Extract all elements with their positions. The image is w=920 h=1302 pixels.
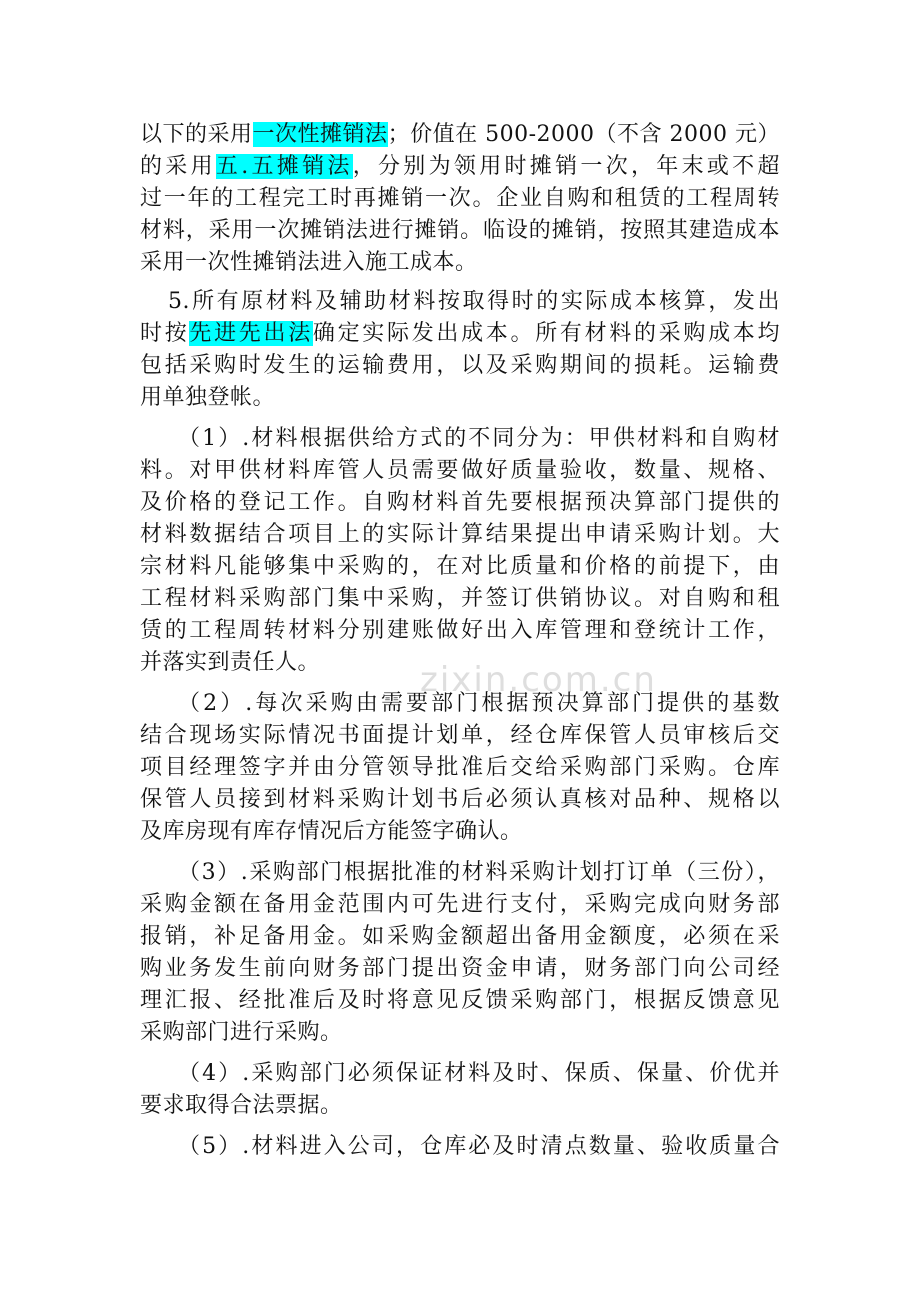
line-text: 过一年的工程完工时再摊销一次。企业自购和租赁的工程周转 (140, 186, 780, 211)
watermark: zixin.com.cn (420, 660, 657, 700)
line-19 (140, 750, 780, 786)
line-26 (140, 983, 780, 1019)
line-8 (140, 380, 780, 416)
line-text: （2）.每次采购由需要部门根据预决算部门提供的基数 (178, 691, 780, 716)
line-text: ，分别为领用时摊销一次，年末或不超 (352, 154, 780, 179)
line-text: 材料，采用一次摊销法进行摊销。临设的摊销，按照其建造成本 (140, 218, 780, 243)
line-text: 5.所有原材料及辅助材料按取得时的实际成本核算，发出 (168, 289, 780, 314)
line-2 (140, 181, 780, 217)
line-1 (140, 149, 780, 185)
line-5 (168, 284, 780, 320)
line-text: （3）.采购部门根据批准的材料采购计划打订单（三份）， (178, 860, 780, 885)
line-text: 用单独登帐。 (140, 385, 276, 410)
highlighted-term: 一次性摊销法 (252, 122, 388, 147)
line-text: ；价值在 500-2000（不含 2000 元） (387, 122, 780, 147)
line-text: （1）.材料根据供给方式的不同分为：甲供材料和自购材 (178, 426, 780, 451)
line-text: 购业务发生前向财务部门提出资金申请，财务部门向公司经 (140, 956, 780, 981)
line-text: 要求取得合法票据。 (140, 1093, 343, 1118)
line-text: 材料数据结合项目上的实际计算结果提出申请采购计划。大 (140, 522, 780, 547)
line-7 (140, 348, 780, 384)
line-21 (140, 814, 780, 850)
line-25 (140, 951, 780, 987)
line-text: 报销，补足备用金。如采购金额超出备用金额度，必须在采 (140, 924, 780, 949)
line-4 (140, 245, 780, 281)
line-20 (140, 782, 780, 818)
line-text: 采用一次性摊销法进入施工成本。 (140, 250, 478, 275)
line-14 (140, 581, 780, 617)
line-text: 料。对甲供材料库管人员需要做好质量验收，数量、规格、 (140, 458, 780, 483)
line-text: 包括采购时发生的运输费用，以及采购期间的损耗。运输费 (140, 353, 780, 378)
line-28 (178, 1056, 780, 1092)
line-text: 及库房现有库存情况后方能签字确认。 (140, 819, 523, 844)
line-text: 确定实际发出成本。所有材料的采购成本均 (312, 321, 780, 346)
line-text: 项目经理签字并由分管领导批准后交给采购部门采购。仓库 (140, 755, 780, 780)
line-23 (140, 887, 780, 923)
line-text: 及价格的登记工作。自购材料首先要根据预决算部门提供的 (140, 490, 780, 515)
line-text: （5）.材料进入公司，仓库必及时清点数量、验收质量合 (178, 1134, 780, 1159)
line-text: 保管人员接到材料采购计划书后必须认真核对品种、规格以 (140, 787, 780, 812)
line-text: （4）.采购部门必须保证材料及时、保质、保量、价优并 (178, 1061, 780, 1086)
line-text: 宗材料凡能够集中采购的，在对比质量和价格的前提下，由 (140, 554, 780, 579)
line-text: 理汇报、经批准后及时将意见反馈采购部门，根据反馈意见 (140, 988, 780, 1013)
line-text: 赁的工程周转材料分别建账做好出入库管理和登统计工作， (140, 618, 780, 643)
line-0 (140, 117, 780, 153)
line-24 (140, 919, 780, 955)
line-text: 的采用 (140, 154, 216, 179)
line-15 (140, 613, 780, 649)
highlighted-term: 五.五摊销法 (215, 154, 353, 179)
line-10 (140, 453, 780, 489)
line-text: 采购金额在备用金范围内可先进行支付，采购完成向财务部 (140, 892, 780, 917)
line-27 (140, 1015, 780, 1051)
line-text: 工程材料采购部门集中采购，并签订供销协议。对自购和租 (140, 586, 780, 611)
line-18 (140, 718, 780, 754)
line-text: 采购部门进行采购。 (140, 1020, 343, 1045)
line-12 (140, 517, 780, 553)
line-text: 以下的采用 (140, 122, 253, 147)
highlighted-term: 先进先出法 (189, 321, 313, 346)
line-13 (140, 549, 780, 585)
line-text: 时按 (140, 321, 190, 346)
line-text: 结合现场实际情况书面提计划单，经仓库保管人员审核后交 (140, 723, 780, 748)
line-30 (178, 1129, 780, 1165)
line-9 (178, 421, 780, 457)
line-29 (140, 1088, 780, 1124)
line-11 (140, 485, 780, 521)
line-6 (140, 316, 780, 352)
line-3 (140, 213, 780, 249)
line-text: 并落实到责任人。 (140, 650, 321, 675)
line-22 (178, 855, 780, 891)
